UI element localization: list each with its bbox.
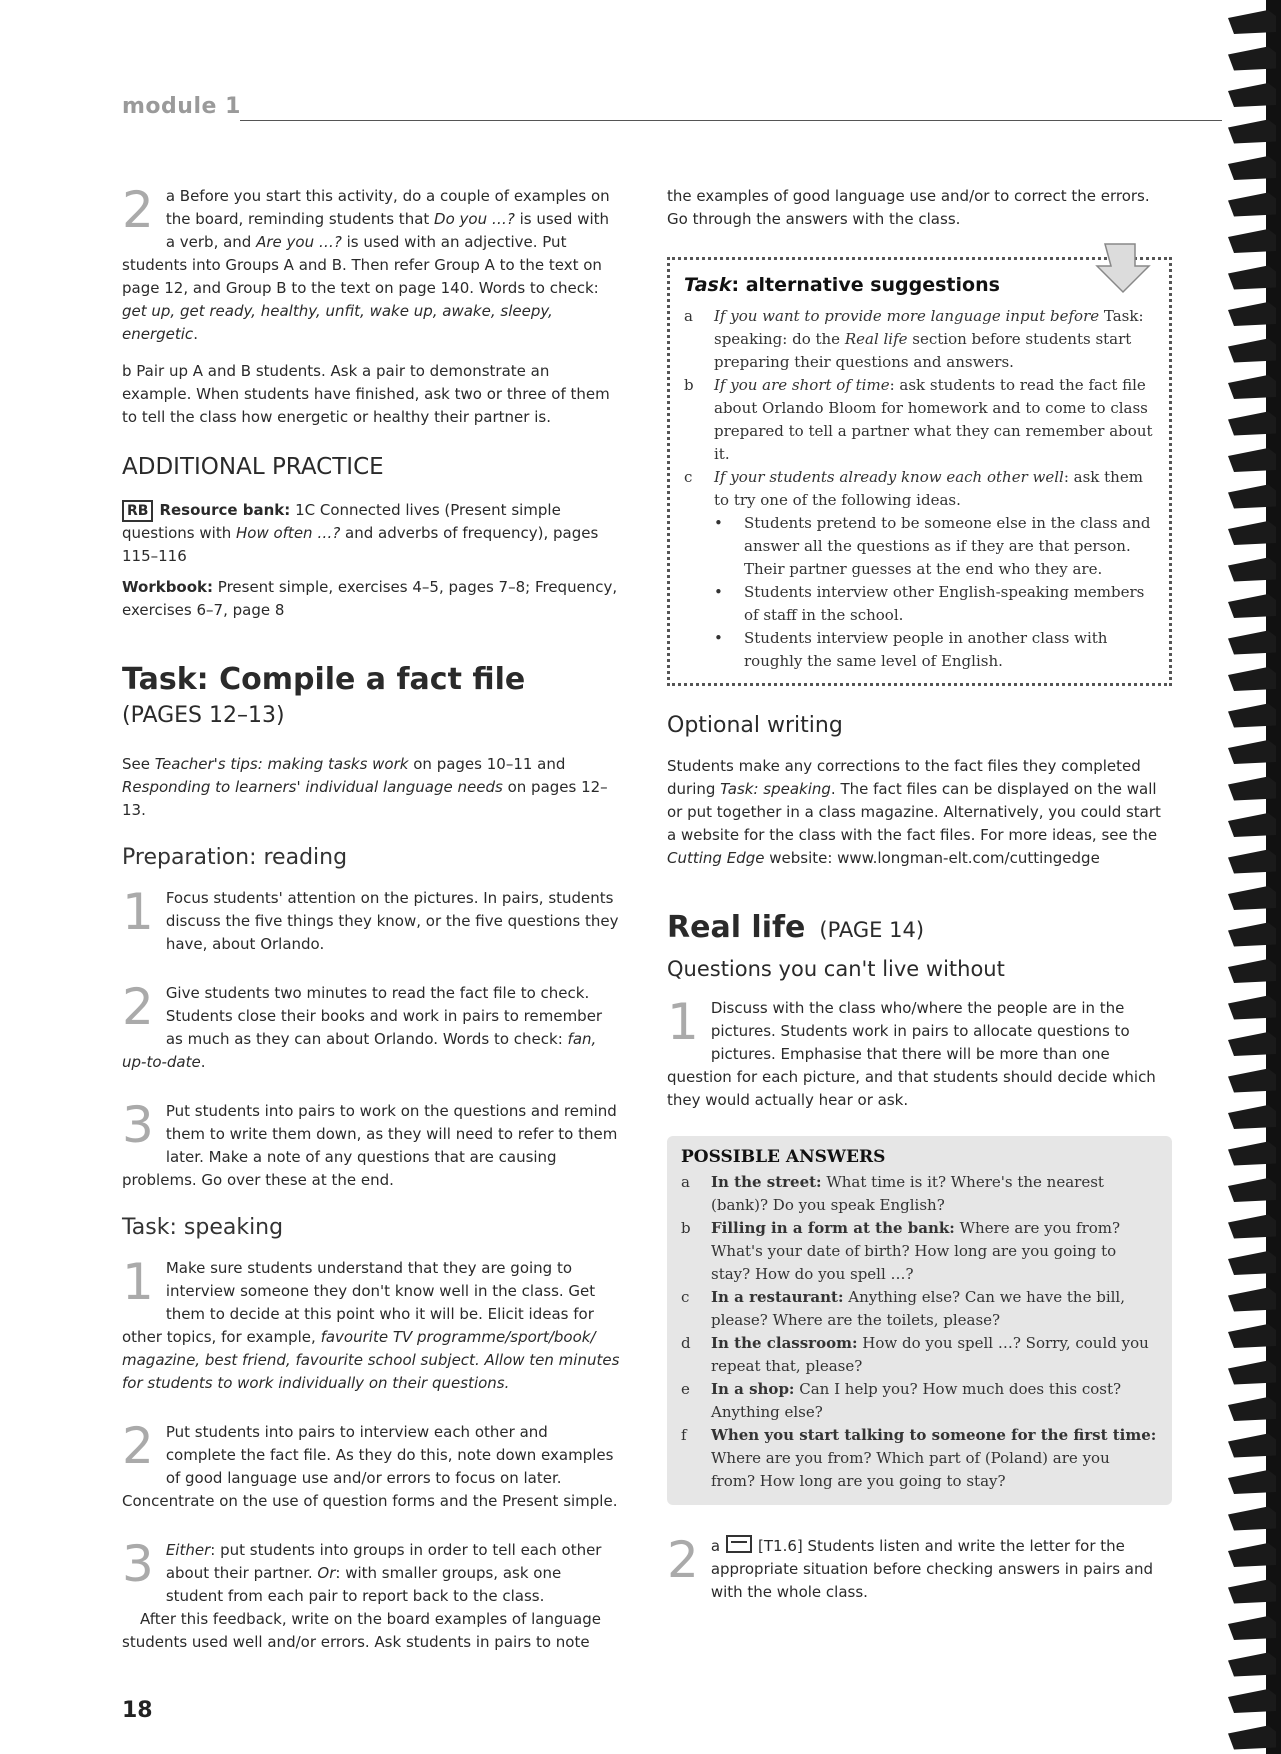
step-number: 2	[122, 181, 154, 239]
words-to-check: get up, get ready, healthy, unfit, wake up, awake, sleepy, energetic	[122, 302, 553, 343]
list-item: • Students interview other English-speaking members of staff in the school.	[714, 583, 1145, 624]
answer-item: c In a restaurant: Anything else? Can we have the bill, please? Where are the toilets, please?	[681, 1288, 1125, 1329]
see-tips: See Teacher's tips: making tasks work on pages 10–11 and Responding to learners' individual language needs on pages 12–13.	[122, 755, 608, 819]
spiral-ring	[1228, 667, 1276, 691]
spiral-ring	[1228, 83, 1276, 107]
step-2a	[122, 181, 622, 346]
spiral-ring	[1228, 923, 1276, 947]
spiral-ring	[1228, 448, 1276, 472]
spiral-ring	[1228, 1616, 1276, 1640]
answers-title: POSSIBLE ANSWERS	[681, 1147, 886, 1167]
answer-item: a In the street: What time is it? Where's the nearest (bank)? Do you speak English?	[681, 1173, 1104, 1214]
spiral-ring	[1228, 704, 1276, 728]
spiral-ring	[1228, 996, 1276, 1020]
list-item: • Students pretend to be someone else in the class and answer all the questions as if they are that person. Their partner guesses at the end who they are.	[714, 514, 1151, 578]
spiral-ring	[1228, 1324, 1276, 1348]
real-life-heading: Real life (PAGE 14)	[667, 910, 925, 945]
spiral-ring	[1228, 594, 1276, 618]
prep-step-3: 3 Put students into pairs to work on the questions and remind them to write them down, as they will need to refer to them later. Make a note of any questions that are causing problems. Go over these at the end.	[122, 1096, 618, 1189]
spiral-ring	[1228, 1543, 1276, 1567]
additional-practice-heading: ADDITIONAL PRACTICE	[122, 454, 384, 480]
answer-item: b Filling in a form at the bank: Where are you from? What's your date of birth? How long are you going to stay? How do you spell …?	[681, 1219, 1121, 1283]
module-label: module 1	[122, 94, 241, 119]
spiral-ring	[1228, 558, 1276, 582]
workbook	[122, 576, 622, 622]
spiral-ring	[1228, 1105, 1276, 1129]
page-number: 18	[122, 1698, 153, 1723]
step-text: .	[193, 325, 198, 343]
rb-label: Resource bank:	[159, 501, 291, 519]
spiral-ring	[1228, 339, 1276, 363]
spiral-ring	[1228, 10, 1276, 34]
right-column	[667, 185, 1172, 1604]
spiral-ring	[1228, 850, 1276, 874]
spiral-ring	[1228, 886, 1276, 910]
spiral-ring	[1228, 740, 1276, 764]
step-2b: b Pair up A and B students. Ask a pair to demonstrate an example. When students have finished, ask two or three of them to tell the class how energetic or healthy their partner is.	[122, 362, 610, 426]
spiral-ring	[1228, 1178, 1276, 1202]
spiral-ring	[1228, 229, 1276, 253]
spiral-ring	[1228, 1288, 1276, 1312]
prep-step-1: 1 Focus students' attention on the pictures. In pairs, students discuss the five things they know, or the five questions they have, about Orlando.	[122, 883, 619, 953]
spiral-ring	[1228, 1726, 1276, 1750]
rb-text: and adverbs of frequency), pages 115–116	[122, 524, 599, 565]
answer-item: e In a shop: Can I help you? How much does this cost? Anything else?	[681, 1380, 1122, 1421]
spiral-ring	[1228, 1470, 1276, 1494]
spiral-ring	[1228, 813, 1276, 837]
step-number: 2	[122, 1417, 154, 1475]
optional-writing-text: Students make any corrections to the fact files they completed during Task: speaking. The fact files can be displayed on the wall or put together in a class magazine. Alternatively, you could start a website for the class with the fact files. For more ideas, see the Cutting Edge website: www.longman-elt.com/cuttingedge	[667, 757, 1161, 867]
left-column	[122, 181, 622, 1654]
alt-item-b: b If you are short of time: ask students to read the fact file about Orlando Bloom for homework and to come to class prepared to tell a partner what they can remember about it.	[684, 376, 1153, 463]
spiral-ring	[1228, 120, 1276, 144]
step-number: 1	[667, 993, 699, 1051]
step-number: 3	[122, 1535, 154, 1593]
rb-badge: RB	[122, 500, 153, 522]
preparation-heading: Preparation: reading	[122, 845, 348, 870]
spiral-ring	[1228, 631, 1276, 655]
step-number: 1	[122, 1253, 154, 1311]
optional-writing-heading: Optional writing	[667, 713, 843, 738]
spiral-ring	[1228, 959, 1276, 983]
spiral-ring	[1228, 266, 1276, 290]
step-number: 3	[122, 1096, 154, 1154]
spiral-ring	[1228, 777, 1276, 801]
spiral-ring	[1228, 193, 1276, 217]
prep-step-2: 2 Give students two minutes to read the fact file to check. Students close their books and work in pairs to remember as much as they can about Orlando. Words to check: fan, up-to-date.	[122, 978, 603, 1071]
task-heading: Task: Compile a fact file	[122, 662, 526, 697]
resource-bank	[122, 499, 622, 568]
spiral-ring	[1228, 412, 1276, 436]
spiral-binding	[1220, 0, 1281, 1754]
alt-title: Task: alternative suggestions	[684, 274, 1000, 296]
speak-step-3: 3 Either: put students into groups in order to tell each other about their partner. Or: with smaller groups, ask one student from each pair to report back to the class.	[122, 1535, 602, 1605]
down-arrow-icon	[1095, 240, 1155, 296]
answer-item: f When you start talking to someone for the first time: Where are you from? Which part of (Poland) are you from? How long are you going to stay?	[681, 1426, 1157, 1490]
step-italic: Are you …?	[256, 233, 342, 251]
spiral-ring	[1228, 1251, 1276, 1275]
step-italic: Do you …?	[434, 210, 515, 228]
rb-text: 1C Connected lives (Present simple questions with	[122, 501, 561, 542]
spiral-ring	[1228, 1434, 1276, 1458]
alternative-suggestions-box	[667, 257, 1172, 686]
task-pages: (PAGES 12–13)	[122, 703, 285, 728]
audio-cd-icon	[726, 1535, 752, 1553]
speak-step-2: 2 Put students into pairs to interview each other and complete the fact file. As they do this, note down examples of good language use and/or errors to focus on later. Concentrate on the use of question forms and the Present simple.	[122, 1417, 618, 1510]
questions-heading: Questions you can't live without	[667, 957, 1005, 981]
wb-text: Present simple, exercises 4–5, pages 7–8; Frequency, exercises 6–7, page 8	[122, 578, 618, 619]
spiral-ring	[1228, 1689, 1276, 1713]
spiral-ring	[1228, 1361, 1276, 1385]
spiral-ring	[1228, 521, 1276, 545]
spiral-ring	[1228, 1397, 1276, 1421]
spiral-ring	[1228, 1069, 1276, 1093]
real-life-step-1: 1 Discuss with the class who/where the people are in the pictures. Students work in pairs to allocate questions to pictures. Emphasise that there will be more than one question for each picture, and that students should decide which they would actually hear or ask.	[667, 993, 1156, 1109]
spiral-ring	[1228, 1142, 1276, 1166]
header-rule	[240, 120, 1222, 121]
real-life-step-2: 2 a [T1.6] Students listen and write the letter for the appropriate situation before checking answers in pairs and with the whole class.	[667, 1531, 1154, 1601]
rb-italic: How often …?	[235, 524, 341, 542]
step-number: 2	[667, 1531, 699, 1589]
spiral-ring	[1228, 485, 1276, 509]
spiral-ring	[1228, 156, 1276, 180]
spiral-ring	[1228, 375, 1276, 399]
possible-answers-box	[667, 1136, 1172, 1505]
alt-item-a: a If you want to provide more language input before Task: speaking: do the Real life section before students start preparing their questions and answers.	[684, 307, 1144, 371]
speak-step-3-cont: After this feedback, write on the board examples of language students used well and/or errors. Ask students in pairs to note	[122, 1610, 601, 1651]
spiral-ring	[1228, 1580, 1276, 1604]
step-number: 2	[122, 978, 154, 1036]
spiral-ring	[1228, 1653, 1276, 1677]
spiral-ring	[1228, 1507, 1276, 1531]
spiral-ring	[1228, 302, 1276, 326]
alt-item-c: c If your students already know each other well: ask them to try one of the following ideas.	[684, 468, 1143, 509]
wb-label: Workbook:	[122, 578, 214, 596]
alt-bullets	[684, 512, 1155, 673]
continued-text: the examples of good language use and/or to correct the errors. Go through the answers with the class.	[667, 187, 1150, 228]
list-item: • Students interview people in another class with roughly the same level of English.	[714, 629, 1108, 670]
spiral-ring	[1228, 47, 1276, 71]
step-text: is used with an adjective. Put students into Groups A and B. Then refer Group A to the text on page 12, and Group B to the text on page 140. Words to check:	[122, 233, 602, 297]
speaking-heading: Task: speaking	[122, 1215, 284, 1240]
step-text: a Before you start this activity, do a couple of examples on the board, reminding students that	[165, 187, 610, 228]
step-number: 1	[122, 883, 154, 941]
spiral-ring	[1228, 1215, 1276, 1239]
answer-item: d In the classroom: How do you spell …? Sorry, could you repeat that, please?	[681, 1334, 1149, 1375]
page-header	[122, 94, 1222, 124]
speak-step-1: 1 Make sure students understand that they are going to interview someone they don't know well in the class. Get them to decide at this point who it will be. Elicit ideas for other topics, for example, favourite TV programme/sport/book/ magazine, best friend, favourite school subject. Allow ten minutes for students to work individually on their questions.	[122, 1253, 620, 1392]
step-text: is used with a verb, and	[165, 210, 610, 251]
spiral-ring	[1228, 1032, 1276, 1056]
